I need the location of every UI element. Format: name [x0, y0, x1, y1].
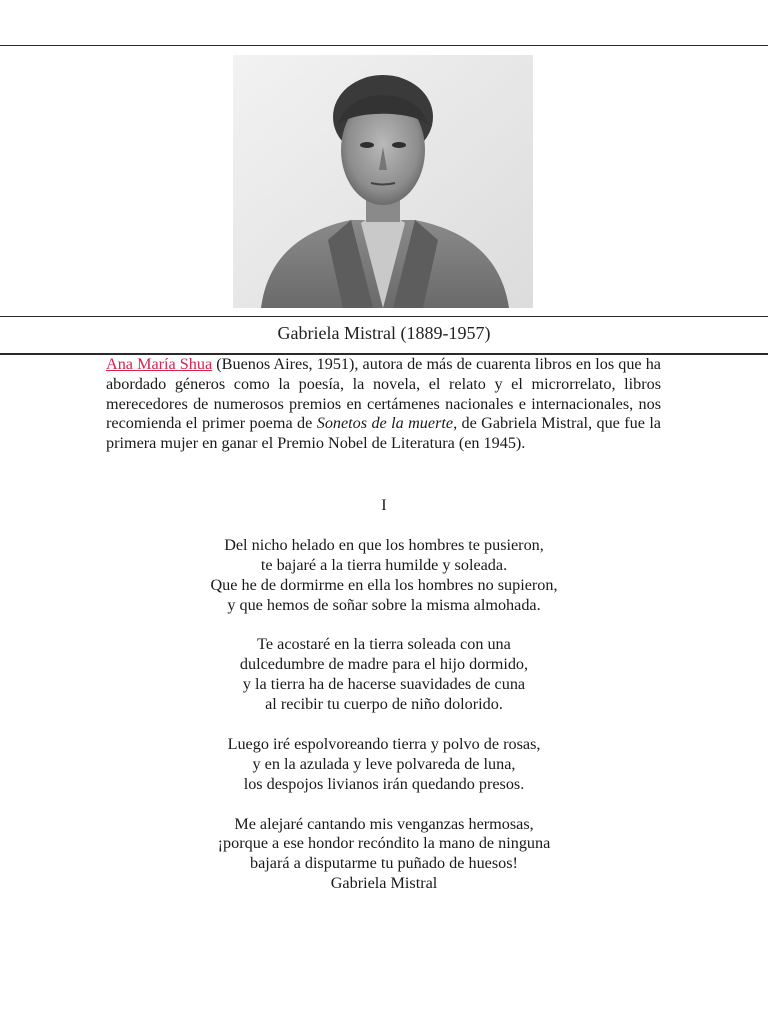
- poem-line: dulcedumbre de madre para el hijo dormido,: [239, 655, 529, 674]
- poem-line: ¡porque a ese hondor recóndito la mano de ninguna: [217, 834, 551, 853]
- top-divider: [0, 45, 768, 46]
- portrait-illustration: [233, 55, 533, 308]
- poem-signature: Gabriela Mistral: [330, 874, 438, 893]
- stanza-1: [0, 536, 768, 616]
- caption-top-divider: [0, 316, 768, 317]
- poem-line: y la tierra ha de hacerse suavidades de cuna: [242, 675, 526, 694]
- poem-line: Te acostaré en la tierra soleada con una: [257, 635, 511, 654]
- poem-line: te bajaré a la tierra humilde y soleada.: [260, 555, 508, 574]
- author-portrait: [233, 55, 533, 308]
- intro-text-end: , de Gabriela Mistral, que fue la primera mujer en ganar el Premio Nobel de Literatura (en 1945).: [106, 414, 661, 453]
- poem-line: Luego iré espolvoreando tierra y polvo de rosas,: [227, 734, 541, 753]
- poem-line: Me alejaré cantando mis venganzas hermosas,: [234, 814, 534, 833]
- stanza-2: [0, 635, 768, 715]
- stanza-3: [0, 735, 768, 795]
- poem-section-numeral: I: [381, 496, 387, 514]
- poem-line: los despojos livianos irán quedando presos.: [243, 774, 525, 793]
- photo-caption: Gabriela Mistral (1889-1957): [277, 323, 491, 343]
- author-link[interactable]: Ana María Shua: [106, 355, 213, 373]
- intro-paragraph: [106, 355, 661, 454]
- poem-line: Del nicho helado en que los hombres te pusieron,: [224, 535, 544, 554]
- poem-line: y que hemos de soñar sobre la misma almohada.: [227, 595, 541, 614]
- poem-line: al recibir tu cuerpo de niño dolorido.: [265, 695, 503, 714]
- poem-line: y en la azulada y leve polvareda de luna,: [252, 754, 516, 773]
- poem: [0, 496, 768, 894]
- stanza-4: [0, 815, 768, 895]
- book-title: Sonetos de la muerte: [316, 414, 454, 433]
- poem-line: Que he de dormirme en ella los hombres no supieron,: [210, 575, 558, 594]
- intro-text: (Buenos Aires, 1951), autora de más de cuarenta libros en los que ha abordado géneros como la poesía, la novela, el relato y el microrrelato, libros merecedores de numerosos premios en certámenes nacionales e internacionales, nos recomienda el primer poema de: [106, 355, 661, 433]
- poem-line: bajará a disputarme tu puñado de huesos!: [250, 854, 518, 873]
